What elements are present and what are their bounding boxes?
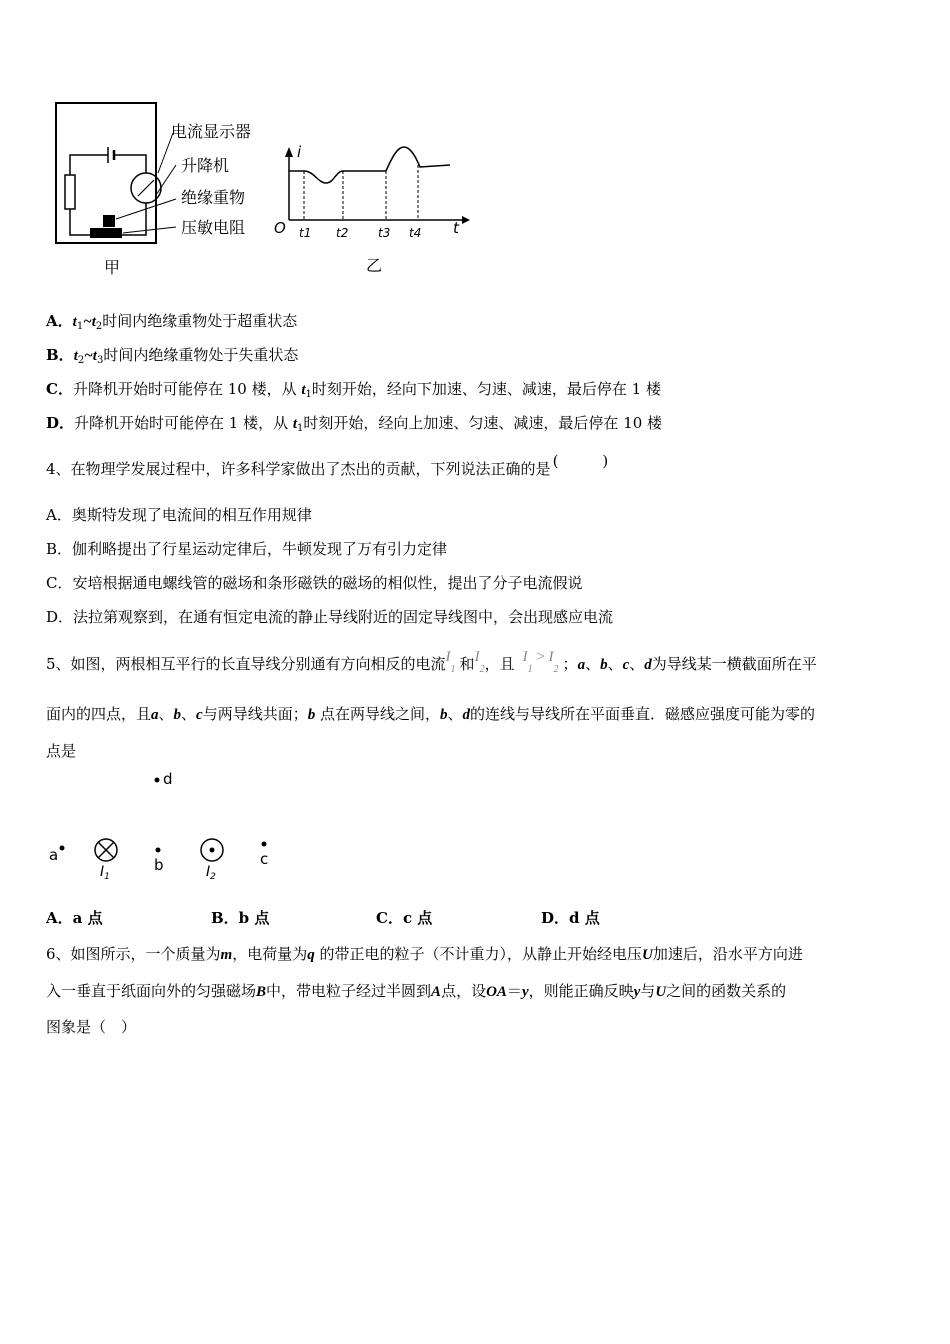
caption-jia: 甲 xyxy=(104,258,121,277)
label-elevator: 升降机 xyxy=(181,156,230,175)
var-q: q xyxy=(307,947,315,963)
option-text: 时间内绝缘重物处于超重状态 xyxy=(102,312,298,330)
point-b-label: b xyxy=(154,856,164,874)
stem-text: 与两导线共面； xyxy=(202,705,308,723)
q5-option-d[interactable]: D．d 点 xyxy=(541,909,600,927)
stem-text: 、 xyxy=(585,655,601,673)
q6-stem-line3: 图象是（ ） xyxy=(46,1018,137,1036)
tick-t4: t4 xyxy=(409,226,422,240)
stem-text: 、 xyxy=(607,655,623,673)
label-pressure-resistor: 压敏电阻 xyxy=(181,218,246,237)
q4-option-a[interactable]: A．奥斯特发现了电流间的相互作用规律 xyxy=(46,506,312,524)
q3-option-b[interactable] xyxy=(46,345,298,371)
stem-text: ； xyxy=(562,655,578,673)
point-c-label: c xyxy=(260,850,269,868)
sub: 2 xyxy=(553,664,559,675)
sub: 2 xyxy=(77,355,85,366)
tick-t1: t1 xyxy=(299,226,312,240)
point-c-dot xyxy=(262,842,267,847)
stem-text: 点在两导线之间， xyxy=(315,705,441,723)
stem-text: 点，设 xyxy=(441,982,487,1000)
label-current-display: 电流显示器 xyxy=(171,122,252,141)
var-t: ~t xyxy=(83,314,96,330)
q5-stem-line1 xyxy=(46,649,817,680)
var-I: I xyxy=(474,649,480,665)
sub: 1 xyxy=(527,664,533,675)
point-d-dot xyxy=(155,778,160,783)
q4-option-c[interactable]: C．安培根据通电螺线管的磁场和条形磁铁的磁场的相似性，提出了分子电流假说 xyxy=(46,574,583,592)
sub: 1 xyxy=(297,423,304,434)
var-c: c xyxy=(622,657,630,673)
stem-text: 、 xyxy=(181,705,197,723)
stem-text: 之间的函数关系的 xyxy=(666,982,787,1000)
q6-stem-line2 xyxy=(46,981,786,1002)
option-text: 时间内绝缘重物处于失重状态 xyxy=(103,346,299,364)
var-b: b xyxy=(307,707,316,723)
stem-text: ，且 xyxy=(484,655,515,673)
stem-text: ＝ xyxy=(506,982,522,1000)
var-d: d xyxy=(644,657,652,673)
axis-i-label: i xyxy=(297,143,302,161)
sub: 1 xyxy=(450,664,456,675)
var-U: U xyxy=(642,947,653,963)
option-text: 时刻开始，经向下加速、匀速、减速，最后停在 1 楼 xyxy=(311,380,661,398)
caption-yi: 乙 xyxy=(366,256,383,275)
stem-text: 、 xyxy=(158,705,174,723)
pressure-resistor xyxy=(90,228,122,238)
q4-stem xyxy=(46,452,609,479)
var-t: t xyxy=(301,382,306,398)
resistor xyxy=(65,175,75,209)
stem-text: 入一垂直于纸面向外的匀强磁场 xyxy=(46,982,257,1000)
sub: 1 xyxy=(76,321,84,332)
stem-text: 加速后，沿水平方向进 xyxy=(652,945,803,963)
point-a-label: a xyxy=(49,846,59,864)
option-letter: C． xyxy=(46,380,73,398)
origin-label: O xyxy=(274,219,286,237)
var-c: c xyxy=(196,707,203,723)
var-y: y xyxy=(633,984,641,1000)
wires-figure xyxy=(46,768,286,888)
stem-text: 为导线某一横截面所在平 xyxy=(651,655,817,673)
stem-text: 的连线与导线所在平面垂直．磁感应强度可能为零的 xyxy=(470,705,816,723)
option-text: 时刻开始，经向上加速、匀速、减速，最后停在 10 楼 xyxy=(303,414,663,432)
wire-i2-label: $I_2$ xyxy=(206,864,216,882)
option-letter: B． xyxy=(46,346,74,364)
stem-text: ，电荷量为 xyxy=(232,945,308,963)
var-t: ~t xyxy=(84,348,97,364)
point-b-dot xyxy=(156,848,161,853)
stem-text: 和 xyxy=(459,655,475,673)
var-OA: OA xyxy=(486,984,507,1000)
stem-text: 6、如图所示，一个质量为 xyxy=(46,945,221,963)
var-a: a xyxy=(151,707,159,723)
stem-text: ，则能正确反映 xyxy=(528,982,634,1000)
var-I: I xyxy=(548,649,554,665)
q5-stem-line2 xyxy=(46,704,815,725)
stem-text: 的带正电的粒子（不计重力），从静止开始经电压 xyxy=(314,945,643,963)
elevator-figure xyxy=(48,95,518,285)
var-U: U xyxy=(655,984,667,1000)
var-A: A xyxy=(431,984,442,1000)
var-t: t xyxy=(73,348,78,364)
stem-text: 、 xyxy=(629,655,645,673)
var-I: I xyxy=(522,649,528,665)
var-I: I xyxy=(445,649,451,665)
var-t: t xyxy=(72,314,77,330)
q5-option-c[interactable]: C．c 点 xyxy=(376,909,433,927)
point-d-label: d xyxy=(163,770,173,788)
sub: 2 xyxy=(95,321,103,332)
sub: 1 xyxy=(305,389,312,400)
var-b: b xyxy=(440,707,448,723)
q3-option-d[interactable] xyxy=(46,413,662,439)
tick-t3: t3 xyxy=(378,226,391,240)
stem-text: 面内的四点，且 xyxy=(46,705,152,723)
var-b: b xyxy=(173,707,182,723)
sub: 3 xyxy=(96,355,104,366)
q3-option-c[interactable] xyxy=(46,379,661,405)
wire-i1-label: $I_1$ xyxy=(100,864,110,882)
tick-t2: t2 xyxy=(336,226,349,240)
stem-text: 、 xyxy=(447,705,463,723)
paren: ) xyxy=(602,452,609,470)
var-d: d xyxy=(462,707,471,723)
q4-option-b[interactable]: B．伽利略提出了行星运动定律后，牛顿发现了万有引力定律 xyxy=(46,540,448,558)
var-m: m xyxy=(220,947,233,963)
var-a: a xyxy=(577,657,586,673)
gt: > xyxy=(532,649,549,665)
stem-text: 4、在物理学发展过程中，许多科学家做出了杰出的贡献，下列说法正确的是 xyxy=(46,460,551,478)
paren: ( xyxy=(552,452,559,470)
sub: 2 xyxy=(479,664,485,675)
option-letter: D． xyxy=(46,414,75,432)
option-text: 升降机开始时可能停在 10 楼，从 xyxy=(72,380,302,398)
q5-stem-line3: 点是 xyxy=(46,742,77,760)
var-y: y xyxy=(521,984,529,1000)
var-b: b xyxy=(600,657,608,673)
label-insulated-weight: 绝缘重物 xyxy=(181,188,246,207)
option-letter: A． xyxy=(46,312,73,330)
stem-text: 与 xyxy=(640,982,656,1000)
axis-t-label: t xyxy=(453,219,459,237)
option-text: 升降机开始时可能停在 1 楼，从 xyxy=(74,414,293,432)
stem-text: 5、如图，两根相互平行的长直导线分别通有方向相反的电流 xyxy=(46,655,446,673)
q5-option-b[interactable]: B．b 点 xyxy=(211,909,270,927)
var-t: t xyxy=(292,416,298,432)
stem-text: 中，带电粒子经过半圆到 xyxy=(266,982,432,1000)
current-curve xyxy=(289,147,450,183)
q5-option-a[interactable]: A．a 点 xyxy=(46,909,103,927)
q6-stem-line1 xyxy=(46,944,803,965)
point-a-dot xyxy=(60,846,65,851)
q3-option-a[interactable] xyxy=(46,311,297,337)
q4-option-d[interactable]: D．法拉第观察到，在通有恒定电流的静止导线附近的固定导线图中，会出现感应电流 xyxy=(46,608,614,626)
var-B: B xyxy=(256,984,267,1000)
insulated-weight xyxy=(103,215,115,227)
